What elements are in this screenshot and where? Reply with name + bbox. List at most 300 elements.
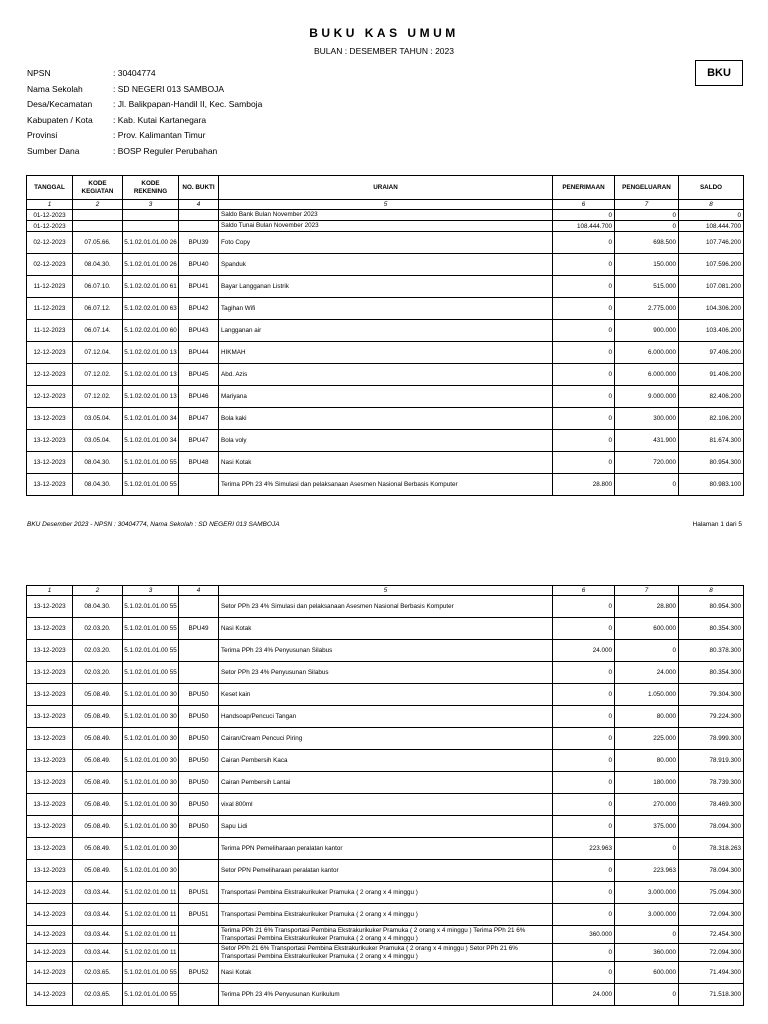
cell-saldo: 80.378.300 <box>679 640 744 662</box>
cell-saldo: 108.444.700 <box>679 221 744 232</box>
cell-kode-kegiatan: 02.03.20. <box>73 662 123 684</box>
table-row <box>27 904 744 926</box>
cell-kode-kegiatan: 05.08.49. <box>73 750 123 772</box>
cell-no-bukti: BPU47 <box>179 430 219 452</box>
table-row <box>27 816 744 838</box>
cell-saldo: 97.406.200 <box>679 342 744 364</box>
cell-no-bukti: BPU45 <box>179 364 219 386</box>
info-value: : 30404774 <box>113 68 156 78</box>
table-row <box>27 232 744 254</box>
footer-page-number: Halaman 1 dari 5 <box>692 521 742 528</box>
cell-pengeluaran: 0 <box>615 221 679 232</box>
cell-uraian: Saldo Bank Bulan November 2023 <box>219 210 553 221</box>
cell-kode-kegiatan: 07.05.66. <box>73 232 123 254</box>
cell-kode-kegiatan: 05.08.49. <box>73 706 123 728</box>
table-row <box>27 750 744 772</box>
cell-pengeluaran: 698.500 <box>615 232 679 254</box>
cell-kode-kegiatan: 03.03.44. <box>73 882 123 904</box>
cell-penerimaan: 0 <box>553 962 615 984</box>
cell-kode-kegiatan: 06.07.10. <box>73 276 123 298</box>
cell-kode-kegiatan <box>73 210 123 221</box>
col-header-tanggal: TANGGAL <box>27 176 73 200</box>
cell-uraian: Terima PPh 21 6% Transportasi Pembina Ekstrakurikuker Pramuka ( 2 orang x 4 minggu ) Terima PPh 21 6% Transportasi Pembina Ekstrakurikuker Pramuka ( 2 orang x 4 minggu ) <box>219 926 553 944</box>
cell-penerimaan: 0 <box>553 320 615 342</box>
cell-kode-kegiatan: 03.03.44. <box>73 944 123 962</box>
cell-tanggal: 12-12-2023 <box>27 342 73 364</box>
cell-penerimaan: 0 <box>553 618 615 640</box>
column-number: 3 <box>123 200 179 210</box>
cell-tanggal: 13-12-2023 <box>27 728 73 750</box>
cell-tanggal: 13-12-2023 <box>27 838 73 860</box>
cell-penerimaan: 108.444.700 <box>553 221 615 232</box>
cell-saldo: 80.983.100 <box>679 474 744 496</box>
cell-kode-rekening: 5.1.02.01.01.00 30 <box>123 838 179 860</box>
cell-tanggal: 13-12-2023 <box>27 816 73 838</box>
column-number: 3 <box>123 586 179 596</box>
cell-no-bukti <box>179 944 219 962</box>
column-number: 5 <box>219 200 553 210</box>
table-row <box>27 386 744 408</box>
ledger-table-page-2 <box>26 585 744 1006</box>
cell-kode-kegiatan: 05.08.49. <box>73 728 123 750</box>
cell-saldo: 80.954.300 <box>679 596 744 618</box>
cell-uraian: Bola voly <box>219 430 553 452</box>
column-number: 5 <box>219 586 553 596</box>
table-row <box>27 618 744 640</box>
cell-tanggal: 14-12-2023 <box>27 984 73 1006</box>
cell-uraian: Cairan/Cream Pencuci Piring <box>219 728 553 750</box>
cell-kode-kegiatan: 05.08.49. <box>73 860 123 882</box>
table-row <box>27 662 744 684</box>
cell-uraian: vixal 800ml <box>219 794 553 816</box>
table-row <box>27 706 744 728</box>
cell-kode-kegiatan: 08.04.30. <box>73 254 123 276</box>
cell-kode-kegiatan: 07.12.02. <box>73 386 123 408</box>
cell-penerimaan: 24.000 <box>553 640 615 662</box>
cell-tanggal: 14-12-2023 <box>27 926 73 944</box>
cell-penerimaan: 0 <box>553 210 615 221</box>
cell-uraian: HIKMAH <box>219 342 553 364</box>
info-value: : Jl. Balikpapan-Handil II, Kec. Samboja <box>113 99 263 110</box>
cell-pengeluaran: 600.000 <box>615 618 679 640</box>
cell-uraian: Spanduk <box>219 254 553 276</box>
cell-kode-rekening: 5.1.02.02.01.00 13 <box>123 364 179 386</box>
cell-kode-kegiatan: 05.08.49. <box>73 772 123 794</box>
info-label: NPSN <box>27 68 51 78</box>
cell-penerimaan: 0 <box>553 364 615 386</box>
cell-tanggal: 11-12-2023 <box>27 320 73 342</box>
cell-tanggal: 13-12-2023 <box>27 662 73 684</box>
cell-penerimaan: 0 <box>553 772 615 794</box>
cell-saldo: 82.406.200 <box>679 386 744 408</box>
info-row <box>27 115 262 131</box>
cell-pengeluaran: 431.900 <box>615 430 679 452</box>
cell-kode-rekening: 5.1.02.01.01.00 26 <box>123 232 179 254</box>
info-label: Sumber Dana <box>27 145 80 156</box>
column-number: 7 <box>615 200 679 210</box>
cell-kode-rekening: 5.1.02.01.01.00 30 <box>123 750 179 772</box>
table-row <box>27 794 744 816</box>
cell-kode-rekening: 5.1.02.01.01.00 26 <box>123 254 179 276</box>
cell-no-bukti <box>179 838 219 860</box>
cell-pengeluaran: 150.000 <box>615 254 679 276</box>
cell-kode-rekening: 5.1.02.01.01.00 55 <box>123 618 179 640</box>
col-header-penerimaan: PENERIMAAN <box>553 176 615 200</box>
table-row <box>27 640 744 662</box>
cell-no-bukti: BPU42 <box>179 298 219 320</box>
cell-tanggal: 13-12-2023 <box>27 706 73 728</box>
cell-penerimaan: 0 <box>553 232 615 254</box>
cell-kode-kegiatan: 03.03.44. <box>73 926 123 944</box>
cell-no-bukti: BPU52 <box>179 962 219 984</box>
cell-kode-rekening: 5.1.02.01.01.00 55 <box>123 596 179 618</box>
cell-pengeluaran: 515.000 <box>615 276 679 298</box>
cell-kode-kegiatan: 05.08.49. <box>73 684 123 706</box>
cell-kode-kegiatan: 05.08.49. <box>73 794 123 816</box>
bku-badge: BKU <box>695 60 743 86</box>
cell-uraian: Sapu Lidi <box>219 816 553 838</box>
cell-kode-rekening: 5.1.02.01.01.00 30 <box>123 728 179 750</box>
cell-pengeluaran: 0 <box>615 984 679 1006</box>
cell-saldo: 80.354.300 <box>679 662 744 684</box>
column-number-row <box>27 586 744 596</box>
cell-uraian: Nasi Kotak <box>219 618 553 640</box>
cell-no-bukti: BPU47 <box>179 408 219 430</box>
cell-pengeluaran: 6.000.000 <box>615 342 679 364</box>
cell-penerimaan: 0 <box>553 944 615 962</box>
col-header-kode-rekening: KODE REKENING <box>123 176 179 200</box>
table-row <box>27 221 744 232</box>
cell-kode-kegiatan: 02.03.65. <box>73 962 123 984</box>
cell-kode-rekening: 5.1.02.02.01.00 63 <box>123 298 179 320</box>
cell-penerimaan: 223.963 <box>553 838 615 860</box>
cell-saldo: 80.954.300 <box>679 452 744 474</box>
info-label: Nama Sekolah <box>27 83 83 94</box>
cell-tanggal: 02-12-2023 <box>27 254 73 276</box>
cell-tanggal: 13-12-2023 <box>27 596 73 618</box>
page-subtitle: BULAN : DESEMBER TAHUN : 2023 <box>314 46 454 56</box>
cell-uraian: Setor PPh 21 6% Transportasi Pembina Ekstrakurikuker Pramuka ( 2 orang x 4 minggu ) Setor PPh 21 6% Transportasi Pembina Ekstrakurikuker Pramuka ( 2 orang x 4 minggu ) <box>219 944 553 962</box>
cell-uraian: Nasi Kotak <box>219 452 553 474</box>
cell-kode-kegiatan: 07.12.04. <box>73 342 123 364</box>
cell-pengeluaran: 223.963 <box>615 860 679 882</box>
cell-kode-kegiatan: 08.04.30. <box>73 452 123 474</box>
table-row <box>27 860 744 882</box>
column-number: 6 <box>553 586 615 596</box>
cell-tanggal: 13-12-2023 <box>27 772 73 794</box>
cell-pengeluaran: 0 <box>615 474 679 496</box>
cell-saldo: 107.081.200 <box>679 276 744 298</box>
cell-penerimaan: 0 <box>553 728 615 750</box>
cell-penerimaan: 0 <box>553 860 615 882</box>
cell-kode-rekening: 5.1.02.02.01.00 61 <box>123 276 179 298</box>
cell-kode-kegiatan: 02.03.20. <box>73 618 123 640</box>
cell-no-bukti: BPU40 <box>179 254 219 276</box>
table-row <box>27 254 744 276</box>
cell-no-bukti <box>179 926 219 944</box>
cell-saldo: 0 <box>679 210 744 221</box>
cell-penerimaan: 0 <box>553 684 615 706</box>
table-row <box>27 772 744 794</box>
cell-uraian: Terima PPN Pemeliharaan peralatan kantor <box>219 838 553 860</box>
column-number: 2 <box>73 200 123 210</box>
cell-pengeluaran: 9.000.000 <box>615 386 679 408</box>
cell-saldo: 78.094.300 <box>679 816 744 838</box>
table-row <box>27 596 744 618</box>
cell-no-bukti <box>179 474 219 496</box>
table-row <box>27 364 744 386</box>
cell-kode-kegiatan: 06.07.12. <box>73 298 123 320</box>
col-header-saldo: SALDO <box>679 176 744 200</box>
cell-tanggal: 02-12-2023 <box>27 232 73 254</box>
cell-uraian: Foto Copy <box>219 232 553 254</box>
cell-no-bukti: BPU50 <box>179 772 219 794</box>
cell-kode-rekening: 5.1.02.01.01.00 34 <box>123 408 179 430</box>
cell-saldo: 71.518.300 <box>679 984 744 1006</box>
cell-kode-rekening: 5.1.02.01.01.00 55 <box>123 662 179 684</box>
cell-no-bukti: BPU50 <box>179 706 219 728</box>
cell-kode-kegiatan: 03.05.04. <box>73 430 123 452</box>
cell-kode-rekening: 5.1.02.02.01.00 60 <box>123 320 179 342</box>
cell-saldo: 72.094.300 <box>679 904 744 926</box>
info-value: : Prov. Kalimantan Timur <box>113 130 206 141</box>
cell-uraian: Terima PPh 23 4% Penyusunan Kurikulum <box>219 984 553 1006</box>
cell-pengeluaran: 0 <box>615 210 679 221</box>
cell-saldo: 79.304.300 <box>679 684 744 706</box>
cell-kode-kegiatan: 08.04.30. <box>73 596 123 618</box>
cell-saldo: 75.094.300 <box>679 882 744 904</box>
cell-saldo: 78.094.300 <box>679 860 744 882</box>
cell-kode-kegiatan: 02.03.65. <box>73 984 123 1006</box>
cell-tanggal: 12-12-2023 <box>27 364 73 386</box>
cell-penerimaan: 0 <box>553 596 615 618</box>
cell-kode-kegiatan: 05.08.49. <box>73 816 123 838</box>
cell-uraian: Cairan Pembersih Kaca <box>219 750 553 772</box>
cell-tanggal: 11-12-2023 <box>27 298 73 320</box>
info-row <box>27 84 262 100</box>
cell-no-bukti: BPU41 <box>179 276 219 298</box>
cell-saldo: 107.746.200 <box>679 232 744 254</box>
info-row <box>27 68 262 84</box>
cell-pengeluaran: 1.050.000 <box>615 684 679 706</box>
cell-saldo: 79.224.300 <box>679 706 744 728</box>
cell-no-bukti: BPU44 <box>179 342 219 364</box>
cell-kode-kegiatan: 03.05.04. <box>73 408 123 430</box>
cell-kode-rekening: 5.1.02.01.01.00 30 <box>123 706 179 728</box>
cell-penerimaan: 0 <box>553 882 615 904</box>
table-row <box>27 474 744 496</box>
cell-saldo: 71.494.300 <box>679 962 744 984</box>
cell-kode-kegiatan: 02.03.20. <box>73 640 123 662</box>
cell-uraian: Langganan air <box>219 320 553 342</box>
table-row <box>27 408 744 430</box>
cell-saldo: 78.919.300 <box>679 750 744 772</box>
cell-pengeluaran: 900.000 <box>615 320 679 342</box>
cell-uraian: Setor PPh 23 4% Simulasi dan pelaksanaan Asesmen Nasional Berbasis Komputer <box>219 596 553 618</box>
cell-tanggal: 13-12-2023 <box>27 684 73 706</box>
cell-penerimaan: 0 <box>553 706 615 728</box>
cell-kode-rekening: 5.1.02.02.01.00 11 <box>123 944 179 962</box>
cell-tanggal: 13-12-2023 <box>27 474 73 496</box>
cell-pengeluaran: 24.000 <box>615 662 679 684</box>
cell-penerimaan: 0 <box>553 254 615 276</box>
cell-uraian: Setor PPN Pemeliharaan peralatan kantor <box>219 860 553 882</box>
cell-penerimaan: 0 <box>553 904 615 926</box>
cell-no-bukti: BPU51 <box>179 882 219 904</box>
cell-no-bukti <box>179 210 219 221</box>
table-row <box>27 452 744 474</box>
cell-saldo: 107.596.200 <box>679 254 744 276</box>
footer-document-info: BKU Desember 2023 - NPSN : 30404774, Nama Sekolah : SD NEGERI 013 SAMBOJA <box>27 521 280 528</box>
cell-uraian: Transportasi Pembina Ekstrakurikuker Pramuka ( 2 orang x 4 minggu ) <box>219 904 553 926</box>
cell-tanggal: 13-12-2023 <box>27 794 73 816</box>
cell-pengeluaran: 80.000 <box>615 750 679 772</box>
cell-kode-rekening <box>123 221 179 232</box>
cell-saldo: 82.106.200 <box>679 408 744 430</box>
cell-uraian: Handsoap/Pencuci Tangan <box>219 706 553 728</box>
cell-penerimaan: 0 <box>553 276 615 298</box>
column-number: 2 <box>73 586 123 596</box>
cell-tanggal: 13-12-2023 <box>27 750 73 772</box>
cell-no-bukti: BPU50 <box>179 816 219 838</box>
col-header-pengeluaran: PENGELUARAN <box>615 176 679 200</box>
info-row <box>27 130 262 146</box>
cell-saldo: 72.094.300 <box>679 944 744 962</box>
cell-pengeluaran: 0 <box>615 926 679 944</box>
table-row <box>27 926 744 944</box>
cell-no-bukti <box>179 984 219 1006</box>
table-row <box>27 684 744 706</box>
cell-no-bukti <box>179 662 219 684</box>
cell-penerimaan: 0 <box>553 794 615 816</box>
cell-kode-rekening: 5.1.02.01.01.00 55 <box>123 640 179 662</box>
ledger-table-page-1 <box>26 175 744 496</box>
cell-tanggal: 12-12-2023 <box>27 386 73 408</box>
cell-kode-kegiatan <box>73 221 123 232</box>
col-header-uraian: URAIAN <box>219 176 553 200</box>
cell-kode-kegiatan: 06.07.14. <box>73 320 123 342</box>
cell-penerimaan: 24.000 <box>553 984 615 1006</box>
cell-penerimaan: 360.000 <box>553 926 615 944</box>
cell-uraian: Mariyana <box>219 386 553 408</box>
cell-kode-kegiatan: 08.04.30. <box>73 474 123 496</box>
column-number-row <box>27 200 744 210</box>
cell-saldo: 78.739.300 <box>679 772 744 794</box>
cell-pengeluaran: 600.000 <box>615 962 679 984</box>
cell-no-bukti: BPU49 <box>179 618 219 640</box>
cell-no-bukti: BPU51 <box>179 904 219 926</box>
cell-uraian: Cairan Pembersih Lantai <box>219 772 553 794</box>
school-info <box>27 68 262 162</box>
cell-tanggal: 14-12-2023 <box>27 904 73 926</box>
cell-pengeluaran: 0 <box>615 640 679 662</box>
table-row <box>27 320 744 342</box>
cell-uraian: Tagihan Wifi <box>219 298 553 320</box>
table-row <box>27 984 744 1006</box>
cell-uraian: Terima PPh 23 4% Penyusunan Silabus <box>219 640 553 662</box>
cell-pengeluaran: 720.000 <box>615 452 679 474</box>
cell-penerimaan: 0 <box>553 408 615 430</box>
column-number: 4 <box>179 200 219 210</box>
cell-pengeluaran: 300.000 <box>615 408 679 430</box>
cell-no-bukti: BPU43 <box>179 320 219 342</box>
cell-uraian: Keset kain <box>219 684 553 706</box>
cell-uraian: Abd. Azis <box>219 364 553 386</box>
cell-no-bukti: BPU50 <box>179 684 219 706</box>
cell-tanggal: 01-12-2023 <box>27 210 73 221</box>
cell-kode-rekening: 5.1.02.01.01.00 55 <box>123 452 179 474</box>
table-row <box>27 882 744 904</box>
cell-saldo: 81.674.300 <box>679 430 744 452</box>
info-label: Desa/Kecamatan <box>27 99 93 110</box>
cell-uraian: Saldo Tunai Bulan November 2023 <box>219 221 553 232</box>
cell-kode-rekening: 5.1.02.01.01.00 30 <box>123 816 179 838</box>
cell-tanggal: 13-12-2023 <box>27 618 73 640</box>
cell-no-bukti: BPU50 <box>179 794 219 816</box>
cell-kode-rekening: 5.1.02.01.01.00 34 <box>123 430 179 452</box>
cell-saldo: 78.318.263 <box>679 838 744 860</box>
info-label: Kabupaten / Kota <box>27 114 93 125</box>
cell-pengeluaran: 6.000.000 <box>615 364 679 386</box>
info-value: : BOSP Reguler Perubahan <box>113 145 218 156</box>
table-row <box>27 838 744 860</box>
cell-no-bukti <box>179 221 219 232</box>
cell-uraian: Transportasi Pembina Ekstrakurikuker Pramuka ( 2 orang x 4 minggu ) <box>219 882 553 904</box>
cell-tanggal: 14-12-2023 <box>27 944 73 962</box>
table-row <box>27 728 744 750</box>
cell-no-bukti: BPU48 <box>179 452 219 474</box>
cell-kode-rekening: 5.1.02.01.01.00 55 <box>123 474 179 496</box>
table-row <box>27 298 744 320</box>
cell-penerimaan: 28.800 <box>553 474 615 496</box>
col-header-no-bukti: NO. BUKTI <box>179 176 219 200</box>
cell-kode-rekening: 5.1.02.01.01.00 55 <box>123 984 179 1006</box>
cell-no-bukti <box>179 640 219 662</box>
cell-kode-rekening: 5.1.02.01.01.00 30 <box>123 772 179 794</box>
cell-penerimaan: 0 <box>553 386 615 408</box>
cell-kode-rekening: 5.1.02.02.01.00 13 <box>123 342 179 364</box>
info-value: : SD NEGERI 013 SAMBOJA <box>113 83 225 94</box>
cell-tanggal: 13-12-2023 <box>27 430 73 452</box>
cell-no-bukti: BPU50 <box>179 728 219 750</box>
cell-uraian: Nasi Kotak <box>219 962 553 984</box>
table-row <box>27 210 744 221</box>
cell-pengeluaran: 3.000.000 <box>615 882 679 904</box>
cell-kode-kegiatan: 03.03.44. <box>73 904 123 926</box>
info-row <box>27 146 262 162</box>
cell-kode-rekening: 5.1.02.02.01.00 11 <box>123 882 179 904</box>
cell-no-bukti: BPU50 <box>179 750 219 772</box>
page-title: BUKU KAS UMUM <box>309 26 459 40</box>
table-row <box>27 276 744 298</box>
col-header-kode-kegiatan: KODE KEGIATAN <box>73 176 123 200</box>
cell-uraian: Bola kaki <box>219 408 553 430</box>
cell-no-bukti <box>179 860 219 882</box>
cell-pengeluaran: 180.000 <box>615 772 679 794</box>
table-row <box>27 944 744 962</box>
column-number: 4 <box>179 586 219 596</box>
cell-pengeluaran: 80.000 <box>615 706 679 728</box>
cell-saldo: 72.454.300 <box>679 926 744 944</box>
table-row <box>27 342 744 364</box>
cell-penerimaan: 0 <box>553 298 615 320</box>
cell-kode-kegiatan: 07.12.02. <box>73 364 123 386</box>
table-row <box>27 962 744 984</box>
cell-uraian: Setor PPh 23 4% Penyusunan Silabus <box>219 662 553 684</box>
column-number: 7 <box>615 586 679 596</box>
info-value: : Kab. Kutai Kartanegara <box>113 114 207 125</box>
cell-kode-rekening: 5.1.02.01.01.00 30 <box>123 794 179 816</box>
